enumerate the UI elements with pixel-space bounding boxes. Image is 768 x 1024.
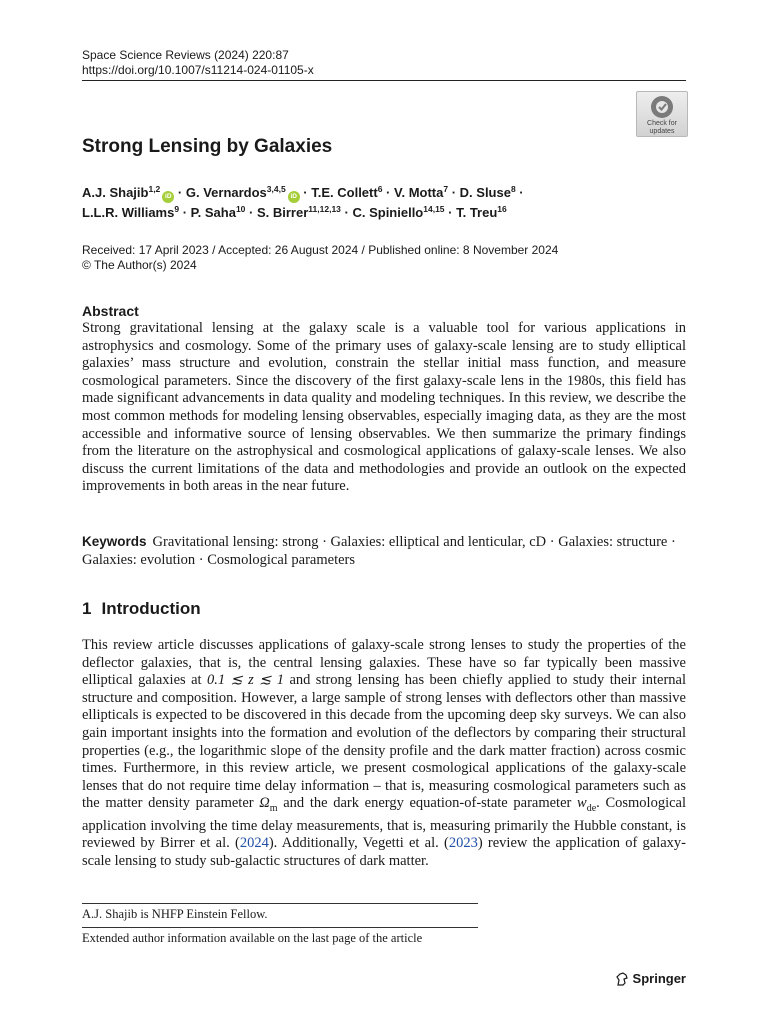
author-separator: · xyxy=(515,185,524,200)
author xyxy=(186,185,300,200)
author-name: D. Sluse xyxy=(459,185,511,200)
author-name: L.L.R. Williams xyxy=(82,205,175,220)
check-updates-label xyxy=(637,120,687,135)
author-separator: · xyxy=(179,205,191,220)
footnote-fellowship: A.J. Shajib is NHFP Einstein Fellow. xyxy=(82,907,268,921)
author-name: A.J. Shajib xyxy=(82,185,149,200)
author-affiliation: 1,2 xyxy=(148,184,161,194)
author-affiliation: 16 xyxy=(497,204,507,214)
check-updates-line2: updates xyxy=(649,127,675,135)
section-title: Introduction xyxy=(101,599,201,618)
paper-title: Strong Lensing by Galaxies xyxy=(82,136,333,157)
abstract-heading: Abstract xyxy=(82,303,139,319)
author-name: C. Spiniello xyxy=(352,205,424,220)
math-omega-m: $\Omega_m$ xyxy=(259,795,278,815)
introduction-paragraph xyxy=(82,637,686,871)
author-separator: · xyxy=(340,205,353,220)
author xyxy=(82,185,174,200)
check-updates-line1: Check for xyxy=(647,120,677,127)
author xyxy=(460,185,516,200)
author-affiliation: 9 xyxy=(174,204,180,214)
doi-link[interactable]: https://doi.org/10.1007/s11214-024-01105-x xyxy=(82,63,314,77)
author-separator: · xyxy=(299,185,312,200)
keywords-text: Gravitational lensing: strong · Galaxies: elliptical and lenticular, cD · Galaxies: structure · Galaxies: evolution · Cosmological parameters xyxy=(82,534,676,568)
footnote-extended-info: Extended author information available on the last page of the article xyxy=(82,931,423,945)
keywords-label: Keywords xyxy=(82,534,147,549)
author xyxy=(352,205,444,220)
copyright-line: © The Author(s) 2024 xyxy=(82,258,197,272)
header-rule xyxy=(82,80,686,81)
author xyxy=(257,205,341,220)
check-for-updates-badge[interactable] xyxy=(636,91,688,137)
math-redshift-range: 0.1 ≲ z ≲ 1 xyxy=(206,672,285,689)
author-name: G. Vernardos xyxy=(185,185,267,200)
intro-text-4: . Cosmological application involving the time delay measurements, that is, measuring primarily the Hubble constant, is reviewed by Birrer et al. ( xyxy=(82,795,686,852)
author-name: T. Treu xyxy=(456,205,498,220)
springer-horse-icon xyxy=(615,972,629,986)
section-number: 1 xyxy=(82,599,92,618)
orcid-icon[interactable]: iD xyxy=(162,191,174,203)
author-separator: · xyxy=(382,185,394,200)
author xyxy=(82,205,179,220)
keywords xyxy=(82,533,686,569)
author-separator: · xyxy=(448,185,460,200)
journal-header xyxy=(82,48,314,78)
intro-text-6: ) review the application of galaxy-scale lensing to study sub-galactic structures of dark matter. xyxy=(82,835,686,870)
footnote-rule-2 xyxy=(82,927,478,928)
citation-link-vegetti[interactable]: 2023 xyxy=(448,835,478,852)
author-separator: · xyxy=(444,205,457,220)
author xyxy=(191,205,246,220)
author-name: V. Motta xyxy=(394,185,444,200)
author-name: T.E. Collett xyxy=(311,185,378,200)
publisher-logo xyxy=(615,971,686,987)
author-separator: · xyxy=(174,185,186,200)
author-list xyxy=(82,183,686,222)
footnote-rule xyxy=(82,903,478,904)
author-affiliation: 3,4,5 xyxy=(266,184,286,194)
journal-citation: Space Science Reviews (2024) 220:87 xyxy=(82,48,289,62)
section-heading-introduction xyxy=(82,599,201,619)
author xyxy=(456,205,507,220)
author-name: P. Saha xyxy=(190,205,236,220)
intro-text-3: and the dark energy equation-of-state parameter xyxy=(277,795,578,812)
citation-link-birrer[interactable]: 2024 xyxy=(239,835,269,852)
author-affiliation: 10 xyxy=(235,204,246,214)
author-separator: · xyxy=(245,205,257,220)
author-name: S. Birrer xyxy=(256,205,309,220)
author-affiliation: 14,15 xyxy=(423,204,445,214)
abstract-text: Strong gravitational lensing at the galaxy scale is a valuable tool for various applications in astrophysics and cosmology. Some of the primary uses of galaxy-scale lensing are to study elliptical galaxies’ mass structure and evolution, constrain the stellar initial mass function, and measure cosmological parameters. Since the discovery of the first galaxy-scale lens in the 1980s, this field has made significant advancements in data quality and modeling techniques. In this review, we describe the most common methods for modeling lensing observables, especially imaging data, as they are the most accessible and informative source of lensing observables. We then summarize the primary findings from the literature on the astrophysical and cosmological applications of galaxy-scale lenses. We also discuss the current limitations of the data and methodologies and provide an outlook on the expected improvements in both areas in the near future. xyxy=(82,320,686,495)
publication-dates xyxy=(82,243,558,273)
publisher-name: Springer xyxy=(632,971,686,986)
author xyxy=(311,185,382,200)
author-affiliation: 8 xyxy=(510,184,516,194)
orcid-icon[interactable]: iD xyxy=(288,191,300,203)
author-affiliation: 7 xyxy=(443,184,449,194)
check-updates-icon xyxy=(649,95,675,119)
author xyxy=(394,185,448,200)
author-affiliation: 6 xyxy=(377,184,383,194)
author-affiliation: 11,12,13 xyxy=(308,204,341,214)
intro-text-1: This review article discusses applications of galaxy-scale strong lenses to study the properties of the deflector galaxies, that is, the central lensing galaxies. These have so far typically been massive elliptical galaxies at xyxy=(82,637,686,689)
date-line: Received: 17 April 2023 / Accepted: 26 August 2024 / Published online: 8 November 2024 xyxy=(82,243,559,257)
intro-text-2: and strong lensing has been chiefly applied to study their internal structure and composition. However, a large sample of strong lenses with deflectors other than massive ellipticals is expected to be discovered in this decade from the upcoming deep sky surveys. We can also gain important insights into the formation and evolution of the deflectors by comparing their structural properties (e.g., the logarithmic slope of the density profile and the dark matter fraction) across cosmic times. Furthermore, in this review article, we present cosmological applications of the galaxy-scale lenses that do not require time delay information – that is, measuring cosmological parameters such as the matter density parameter xyxy=(82,672,686,812)
intro-text-5: ). Additionally, Vegetti et al. ( xyxy=(268,835,449,852)
math-w-de: $w_{de}$ xyxy=(577,795,597,815)
